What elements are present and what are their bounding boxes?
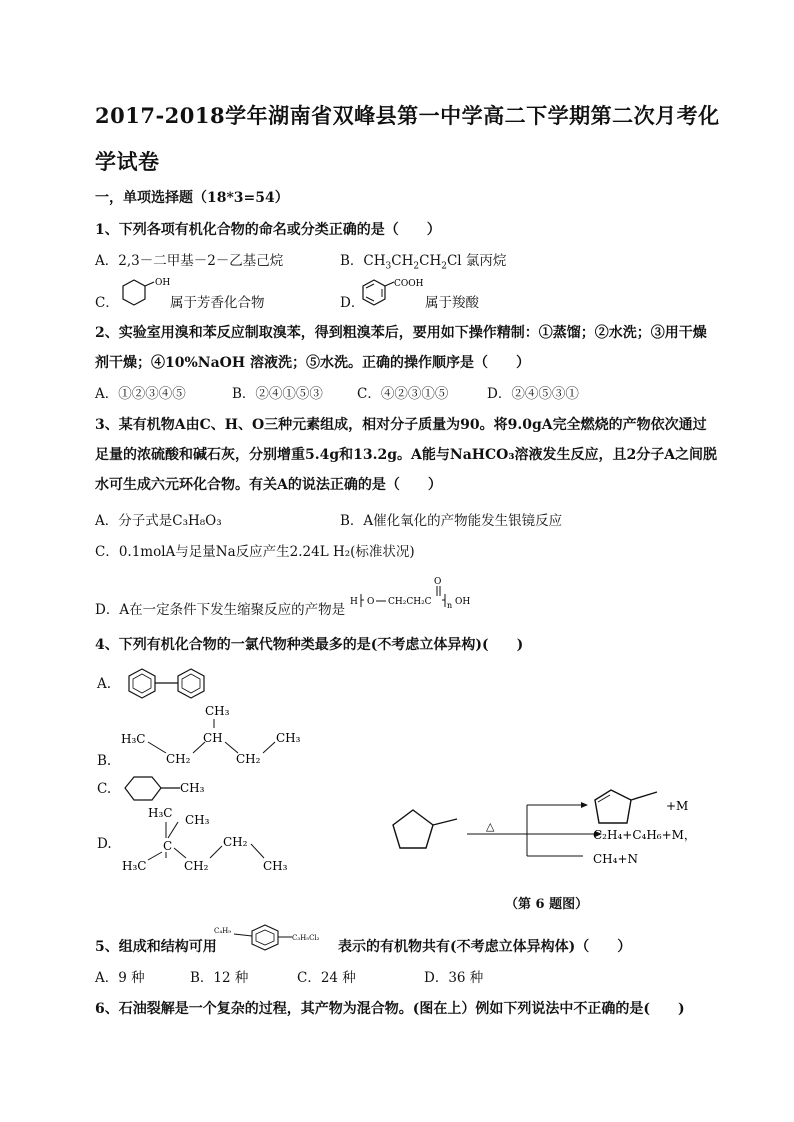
methylcyclopentane-reactant <box>393 810 433 848</box>
q1-option-c-text: 属于芳香化合物 <box>170 295 265 311</box>
paper-title-line1: 2017-2018学年湖南省双峰县第一中学高二下学期第二次月考化 <box>95 103 720 128</box>
q3-option-d: D．A在一定条件下发生缩聚反应的产物是 <box>95 602 346 618</box>
question-2-stem-line1: 2、实验室用溴和苯反应制取溴苯，得到粗溴苯后，要用如下操作精制：①蒸馏；②水洗；③用干燥 <box>95 325 707 341</box>
svg-text:CH₂: CH₂ <box>166 752 191 766</box>
svg-text:CH₃: CH₃ <box>205 704 230 718</box>
svg-text:O: O <box>367 597 375 607</box>
q3-option-a: A．分子式是C₃H₈O₃ <box>95 513 222 529</box>
biphenyl-structure <box>118 666 238 702</box>
heat-symbol: △ <box>486 820 495 833</box>
cyclohexanol-structure <box>114 276 172 310</box>
q1-option-a: A．2,3－二甲基－2－乙基己烷 <box>95 253 284 269</box>
q1-option-d-text: 属于羧酸 <box>425 295 479 311</box>
polymer-structure <box>350 574 490 614</box>
paper-title-line2: 学试卷 <box>95 149 160 174</box>
q5-option-b: B．12 种 <box>190 970 249 986</box>
question-6-stem: 6、石油裂解是一个复杂的过程，其产物为混合物。(图在上）例如下列说法中不正确的是( ) <box>95 1001 685 1017</box>
cracking-reaction-figure <box>385 768 715 884</box>
question-1-stem: 1、下列各项有机化合物的命名或分类正确的是（ ） <box>95 222 441 238</box>
svg-text:O: O <box>434 577 442 587</box>
svg-text:H₃C: H₃C <box>148 806 173 820</box>
figure-6-caption: （第 6 题图） <box>505 897 589 912</box>
svg-text:CH₂: CH₂ <box>236 752 261 766</box>
q2-option-b: B．②④①⑤③ <box>232 386 323 402</box>
q5-option-d: D．36 种 <box>424 970 484 986</box>
question-3-stem-line1: 3、某有机物A由C、H、O三种元素组成，相对分子质量为90。将9.0gA完全燃烧的产物依次通过 <box>95 417 707 433</box>
q4-option-a: A. <box>97 676 112 692</box>
question-2-stem-line2: 剂干燥；④10%NaOH 溶液洗；⑤水洗。正确的操作顺序是（ ） <box>95 355 530 371</box>
question-5-stem-part2: 表示的有机物共有(不考虑立体异构体)（ ） <box>338 939 632 955</box>
benzoic-acid-structure <box>356 276 426 310</box>
3-methylpentane-structure <box>118 700 318 770</box>
svg-text:H: H <box>350 597 358 607</box>
q3-option-b: B．A催化氧化的产物能发生银镜反应 <box>340 513 563 529</box>
2-2-dimethylhexane-structure <box>118 800 308 880</box>
svg-text:OH: OH <box>455 597 471 607</box>
c4h9-label: C₄H₉ <box>214 927 232 935</box>
svg-text:CH₃: CH₃ <box>180 781 205 795</box>
q2-option-a: A．①②③④⑤ <box>95 386 186 402</box>
question-4-stem: 4、下列有机化合物的一氯代物种类最多的是(不考虑立体异构)( ) <box>95 637 524 653</box>
disubstituted-benzene-structure <box>212 920 342 952</box>
svg-text:CH₃: CH₃ <box>263 859 288 873</box>
svg-text:H₃C: H₃C <box>121 732 146 746</box>
svg-text:C: C <box>163 839 173 853</box>
svg-text:CH₃: CH₃ <box>185 813 210 827</box>
q1-option-b: B．$CH_3CH_2CH_2Cl$ 氯丙烷 <box>340 253 507 272</box>
q5-option-a: A．9 种 <box>95 970 145 986</box>
question-3-stem-line3: 水可生成六元环化合物。有关A的说法正确的是（ ） <box>95 477 442 493</box>
svg-text:CH: CH <box>203 731 223 745</box>
q1-option-c-label: C． <box>95 295 119 311</box>
q4-option-c: C. <box>97 781 112 797</box>
svg-text:CH₃: CH₃ <box>276 731 301 745</box>
q4-option-d: D. <box>97 836 112 852</box>
question-3-stem-line2: 足量的浓硫酸和碱石灰，分别增重5.4g和13.2g。A能与NaHCO₃溶液发生反应，且2分子A之间脱 <box>95 447 718 463</box>
svg-text:H₃C: H₃C <box>122 859 147 873</box>
product-top-label: +M <box>666 799 689 813</box>
methylcyclopentene-product <box>595 790 631 823</box>
svg-text:CH₂: CH₂ <box>184 859 209 873</box>
q2-option-c: C．④②③①⑤ <box>357 386 449 402</box>
svg-text:n: n <box>447 601 453 610</box>
c3h5cl2-label: C₃H₅Cl₂ <box>292 934 320 942</box>
question-5-stem-part1: 5、组成和结构可用 <box>95 939 217 955</box>
oh-group-label: OH <box>155 278 171 288</box>
q1-option-d-label: D． <box>340 295 365 311</box>
cooh-group-label: COOH <box>394 279 424 289</box>
product-middle-label: C₂H₄+C₄H₆+M， <box>593 828 696 842</box>
q5-option-c: C．24 种 <box>297 970 356 986</box>
section-heading: 一，单项选择题（18*3=54） <box>95 190 289 206</box>
svg-text:CH₂CH₂C: CH₂CH₂C <box>388 597 432 607</box>
q3-option-c: C．0.1molA与足量Na反应产生2.24L H₂(标准状况) <box>95 544 415 560</box>
svg-text:CH₂: CH₂ <box>223 835 248 849</box>
product-bottom-label: CH₄+N <box>593 852 639 866</box>
q4-option-b: B. <box>97 753 112 769</box>
q2-option-d: D．②④⑤③① <box>487 386 579 402</box>
